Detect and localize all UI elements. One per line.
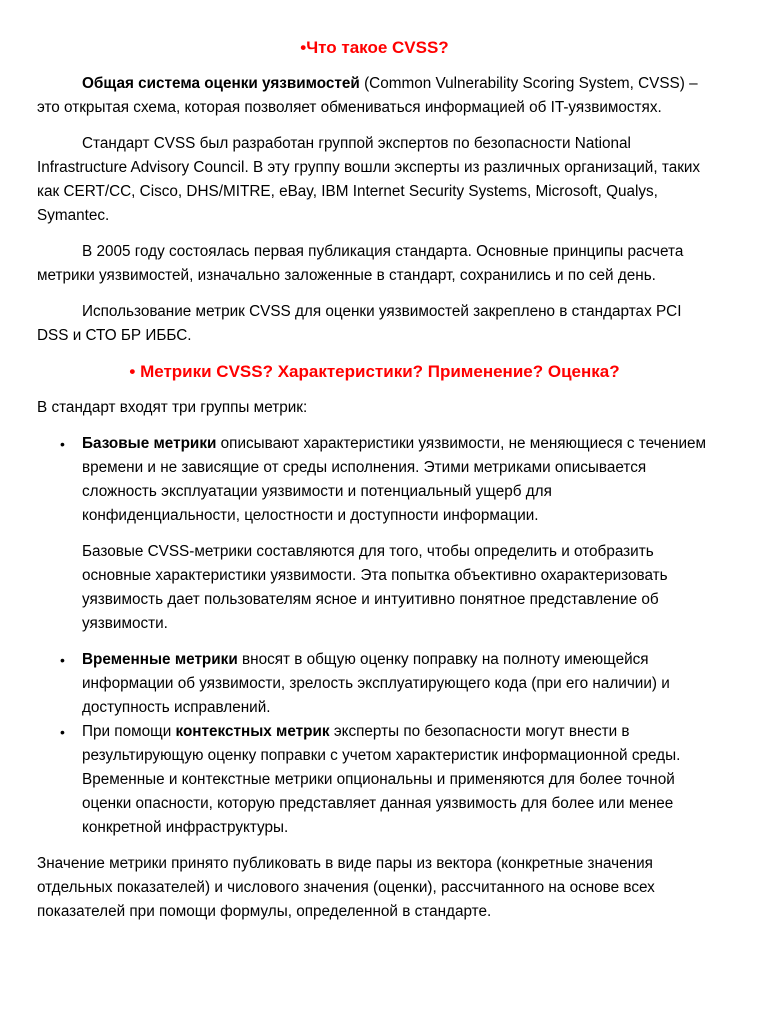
bullet-icon: • <box>60 724 65 740</box>
section-heading-metrics: • Метрики CVSS? Характеристики? Применение? Оценка? <box>129 362 620 381</box>
paragraph-origin: Стандарт CVSS был разработан группой экспертов по безопасности National Infrastructure Advisory Council. В эту группу вошли эксперты из различных организаций, таких как CERT/CC, Cisco, DHS/MITRE, eBay, IBM Internet Security Systems, Microsoft, Qualys, Symantec. <box>37 135 701 224</box>
bold-term: Общая система оценки уязвимостей <box>82 75 360 92</box>
paragraph-history: В 2005 году состоялась первая публикация стандарта. Основные принципы расчета метрики уязвимостей, изначально заложенные в стандарт, сохранились и по сей день. <box>37 243 684 284</box>
paragraph-text: (Common Vulnerability Scoring System, CVSS) – это открытая схема, которая позволяет обмениваться информацией об IT-уязвимостях. <box>37 75 698 116</box>
paragraph-intro: В стандарт входят три группы метрик: <box>37 399 308 416</box>
list-item-text <box>82 720 712 768</box>
paragraph-closing: Значение метрики принято публиковать в виде пары из вектора (конкретные значения отдельных показателей) и числового значения (оценки), рассчитанного на основе всех показателей при помощи формулы, определенной в стандарте. <box>37 855 655 920</box>
list-item-base-metrics <box>37 432 712 636</box>
bold-term: Временные метрики <box>82 651 238 668</box>
paragraph-definition <box>37 72 712 120</box>
bullet-icon: • <box>60 436 65 452</box>
list-item-environmental-metrics <box>37 720 712 840</box>
list-item-rest: вносят в общую оценку поправку на полноту имеющейся информации об уязвимости, зрелость эксплуатирующего кода (при его наличии) и доступность исправлений. <box>82 651 670 716</box>
list-item-extra: Временные и контекстные метрики опциональны и применяются для более точной оценки опасности, которую представляет данная уязвимость для более или менее конкретной инфраструктуры. <box>82 771 675 836</box>
list-item-extra: Базовые CVSS-метрики составляются для того, чтобы определить и отобразить основные характеристики уязвимости. Эта попытка объективно охарактеризовать уязвимость дает пользователям ясное и интуитивно понятное представление об уязвимости. <box>82 543 668 632</box>
section-heading-what-is-cvss: •Что такое CVSS? <box>300 38 449 57</box>
list-item-text <box>82 648 712 720</box>
list-item-pre: При помощи <box>82 723 176 740</box>
list-item-temporal-metrics <box>37 648 712 720</box>
metrics-list <box>37 432 712 840</box>
bold-term: Базовые метрики <box>82 435 217 452</box>
list-item-rest: описывают характеристики уязвимости, не меняющиеся с течением времени и не зависящие от среды исполнения. Этими метриками описывается сложность эксплуатации уязвимости и потенциальный ущерб для конфиденциальности, целостности и доступности информации. <box>82 435 707 524</box>
paragraph-standards: Использование метрик CVSS для оценки уязвимостей закреплено в стандартах PCI DSS и СТО БР ИББС. <box>37 303 682 344</box>
list-item-text <box>82 432 712 528</box>
bold-term: контекстных метрик <box>175 723 330 740</box>
list-item-rest: эксперты по безопасности могут внести в результирующую оценку поправки с учетом характеристик информационной среды. <box>82 723 681 764</box>
bullet-icon: • <box>60 652 65 668</box>
